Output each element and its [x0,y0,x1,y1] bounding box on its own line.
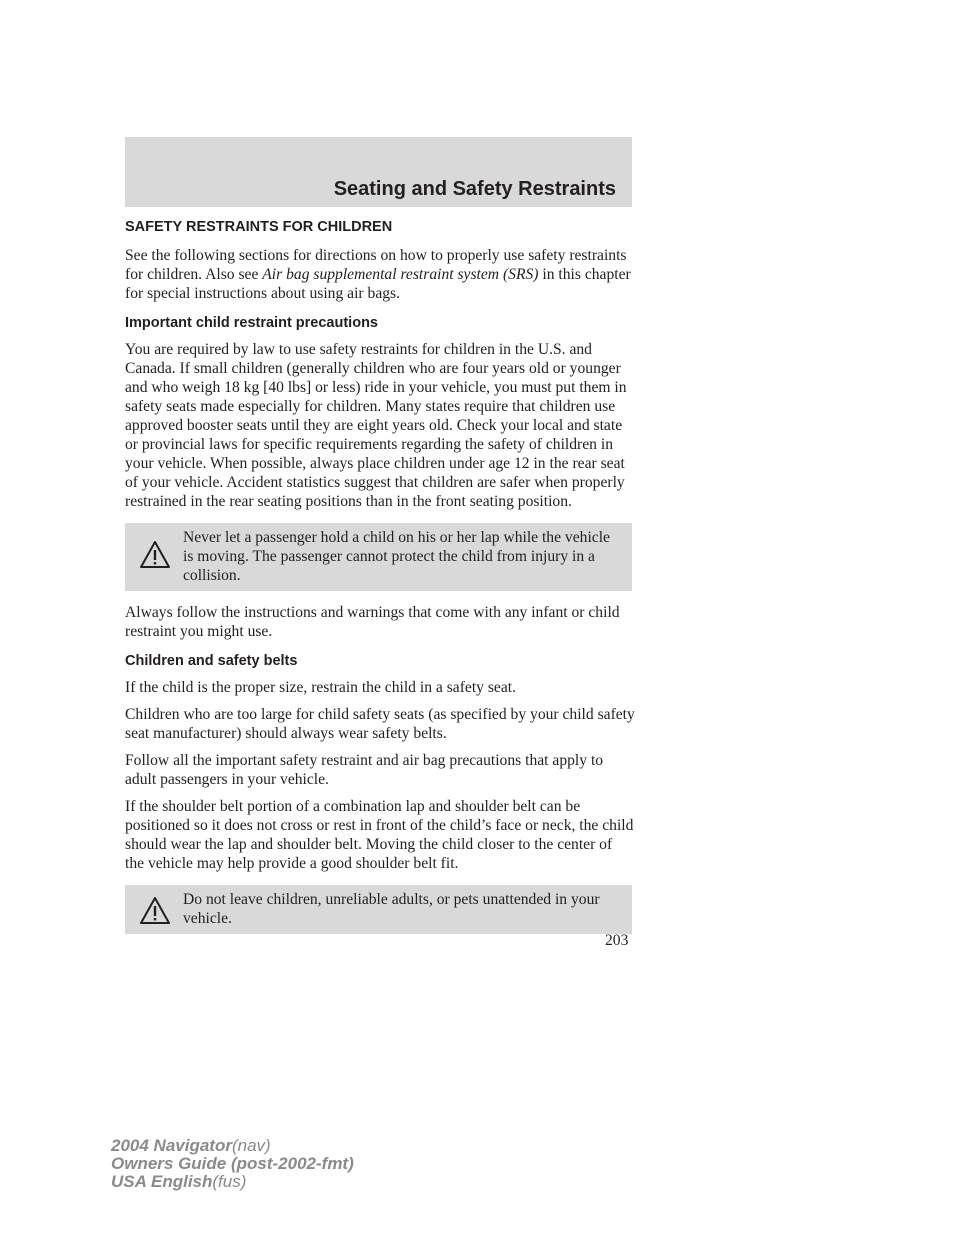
meta-line-language [111,1173,354,1191]
intro-crossref: Air bag supplemental restraint system (SRS) [262,266,539,283]
warning-triangle-icon [139,894,171,928]
precautions-heading: Important child restraint precautions [125,315,378,331]
follow-instructions-paragraph: Always follow the instructions and warnings that come with any infant or child restraint you might use. [125,604,620,640]
meta-line-guide [111,1155,354,1173]
belts-paragraph-2: Children who are too large for child safety seats (as specified by your child safety seat manufacturer) should always wear safety belts. [125,706,635,742]
warning-box-unattended [125,885,632,934]
meta-model: 2004 Navigator [111,1136,232,1155]
belts-paragraph-3: Follow all the important safety restraint and air bag precautions that apply to adult passengers in your vehicle. [125,752,604,788]
page-number: 203 [605,932,629,949]
section-heading: SAFETY RESTRAINTS FOR CHILDREN [125,219,393,235]
meta-model-code: (nav) [231,1136,271,1155]
belts-paragraph-4: If the shoulder belt portion of a combination lap and shoulder belt can be positioned so it does not cross or rest in front of the child’s face or neck, the child should wear the lap and shoulder belt. Moving the child closer to the center of the vehicle may help provide a good shoulder belt fit. [125,798,634,872]
document-meta [111,1137,354,1191]
section-header-band [125,137,632,207]
belts-paragraph-1: If the child is the proper size, restrain the child in a safety seat. [125,679,517,696]
warning-text-unattended: Do not leave children, unreliable adults, or pets unattended in your vehicle. [183,891,600,927]
page-content [125,218,635,946]
warning-triangle-icon [139,538,171,572]
meta-line-model [111,1137,354,1155]
intro-text-after: in this chapter for special instructions about using air bags. [125,266,631,302]
precautions-paragraph: You are required by law to use safety restraints for children in the U.S. and Canada. If small children (generally children who are four years old or younger and who weigh 18 kg [40 lbs] or less) ride in your vehicle, you must put them in safety seats made especially for children. Many states require that children use approved booster seats until they are eight years old. Check your local and state or provincial laws for specific requirements regarding the safety of children in your vehicle. When possible, always place children under age 12 in the rear seat of your vehicle. Accident statistics suggest that children are safer when properly restrained in the rear seating positions than in the front seating position. [125,341,627,510]
belts-heading: Children and safety belts [125,653,298,669]
warning-box-lap [125,523,632,591]
intro-text-before: See the following sections for directions on how to properly use safety restraints for children. Also see [125,247,627,283]
meta-language: USA English [111,1172,213,1191]
section-header-title: Seating and Safety Restraints [333,178,616,200]
meta-language-code: (fus) [212,1172,247,1191]
intro-paragraph [125,246,635,303]
warning-text-lap: Never let a passenger hold a child on his or her lap while the vehicle is moving. The passenger cannot protect the child from injury in a collision. [183,529,610,584]
meta-guide: Owners Guide (post-2002-fmt) [111,1154,354,1173]
